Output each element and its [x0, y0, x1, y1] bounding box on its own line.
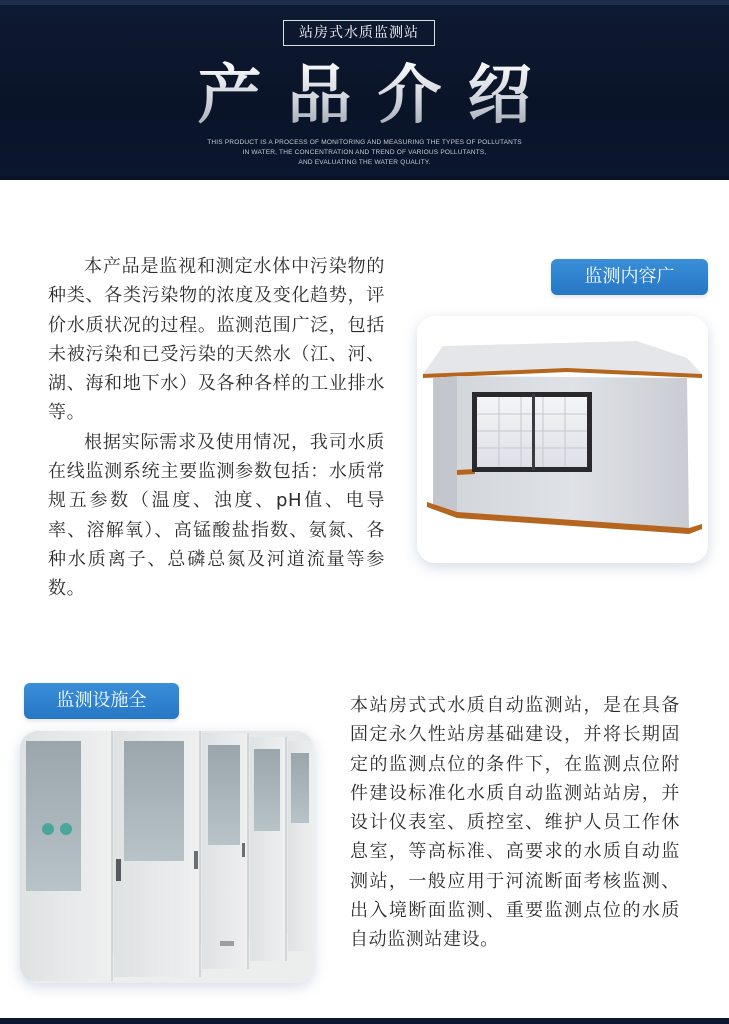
monitoring-scope-tag: 监测内容广 [551, 259, 708, 295]
header-subtitle-line: IN WATER, THE CONCENTRATION AND TREND OF VARIOUS POLLUTANTS, [242, 149, 487, 156]
station-photo-card [417, 316, 708, 563]
monitoring-facilities-tag: 监测设施全 [24, 683, 179, 719]
header-top-line [0, 0, 729, 5]
header-subtitle-line: AND EVALUATING THE WATER QUALITY. [298, 159, 431, 166]
section2-paragraph: 本站房式式水质自动监测站，是在具备固定永久性站房基础建设，并将长期固定的监测点位的条件下，在监测点位附件建设标准化水质自动监测站站房，并设计仪表室、质控室、维护人员工作休息室，等高标准、高要求的水质自动监测站，一般应用于河流断面考核监测、出入境断面监测、重要监测点位的水质自动监测站建设。 [350, 695, 680, 951]
footer-line [0, 1018, 729, 1024]
section1-paragraph-1: 本产品是监视和测定水体中污染物的种类、各类污染物的浓度及变化趋势，评价水质状况的过程。监测范围广泛，包括未被污染和已受污染的天然水（江、河、湖、海和地下水）及各种各样的工业排水等。 [48, 256, 385, 424]
section1-paragraph-2: 根据实际需求及使用情况，我司水质在线监测系统主要监测参数包括：水质常规五参数（温度、浊度、pH值、电导率、溶解氧）、高锰酸盐指数、氨氮、各种水质离子、总磷总氮及河道流量等参数。 [48, 431, 385, 600]
header-banner [0, 0, 729, 180]
header-subtitle [0, 138, 729, 168]
page-title: 产品介绍 [0, 58, 729, 134]
station-exterior-image [417, 316, 708, 563]
header-bottom-line [0, 176, 729, 180]
section2-text [350, 691, 680, 955]
instrument-cabinets-image [20, 731, 314, 983]
header-badge: 站房式水质监测站 [283, 20, 435, 46]
section1-text [48, 252, 385, 604]
cabinet-photo-card [20, 731, 314, 983]
header-subtitle-line: THIS PRODUCT IS A PROCESS OF MONITORING AND MEASURING THE TYPES OF POLLUTANTS [207, 139, 522, 146]
